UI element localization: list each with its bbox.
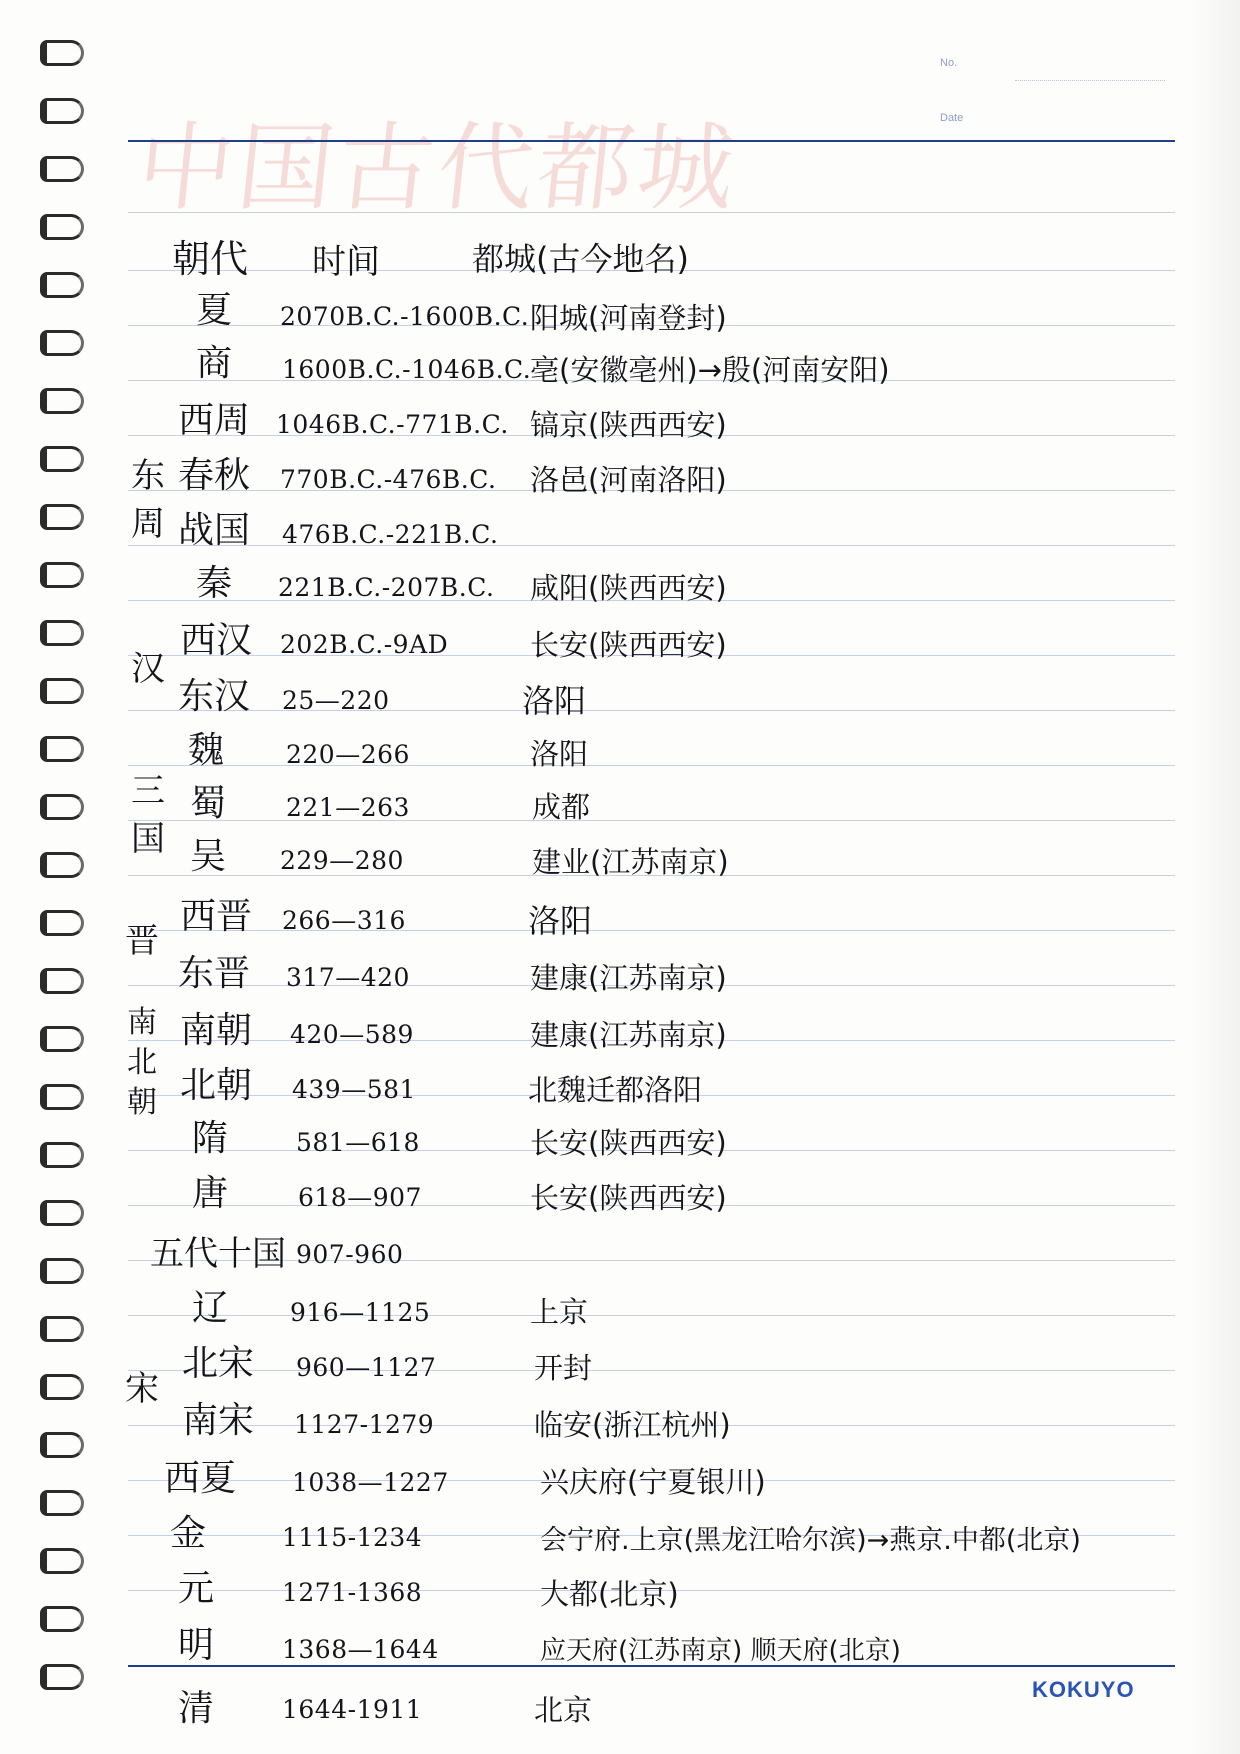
time-range: 1127-1279 bbox=[294, 1410, 435, 1439]
column-header-time: 时间 bbox=[312, 242, 380, 282]
ruled-line bbox=[128, 1370, 1175, 1371]
group-label: 汉 bbox=[131, 649, 165, 689]
ring-icon bbox=[40, 1374, 84, 1400]
page-title: 中国古代都城 bbox=[131, 112, 744, 224]
dynasty-name: 隋 bbox=[192, 1118, 229, 1159]
time-range: 1115-1234 bbox=[282, 1523, 423, 1552]
dynasty-name: 南朝 bbox=[180, 1010, 253, 1051]
capital-name: 洛阳 bbox=[522, 682, 587, 720]
capital-name: 建康(江苏南京) bbox=[530, 961, 727, 995]
dynasty-name: 蜀 bbox=[190, 783, 227, 824]
capital-name: 临安(浙江杭州) bbox=[534, 1408, 731, 1442]
dynasty-name: 西夏 bbox=[164, 1458, 237, 1499]
capital-name: 长安(陕西西安) bbox=[530, 1181, 727, 1215]
dynasty-name: 吴 bbox=[190, 836, 227, 877]
column-header-capital: 都城(古今地名) bbox=[472, 240, 689, 278]
dynasty-name: 五代十国 bbox=[150, 1234, 286, 1274]
ring-icon bbox=[40, 910, 84, 936]
time-range: 1046B.C.-771B.C. bbox=[276, 410, 509, 439]
dynasty-name: 清 bbox=[178, 1688, 215, 1729]
time-range: 581—618 bbox=[296, 1128, 420, 1157]
ruled-line bbox=[128, 1315, 1175, 1316]
header-rule bbox=[128, 140, 1175, 142]
capital-name: 长安(陕西西安) bbox=[530, 628, 727, 662]
time-range: 266—316 bbox=[282, 906, 406, 935]
capital-name: 开封 bbox=[534, 1351, 593, 1385]
group-label: 宋 bbox=[125, 1369, 159, 1409]
ring-icon bbox=[40, 1200, 84, 1226]
capital-name: 上京 bbox=[530, 1295, 589, 1329]
ring-icon bbox=[40, 620, 84, 646]
ring-icon bbox=[40, 1026, 84, 1052]
ring-icon bbox=[40, 1316, 84, 1342]
ring-icon bbox=[40, 272, 84, 298]
ring-icon bbox=[40, 1084, 84, 1110]
ring-icon bbox=[40, 852, 84, 878]
capital-name: 洛阳 bbox=[528, 902, 593, 940]
dynasty-name: 魏 bbox=[188, 730, 225, 771]
capital-name: 北魏迁都洛阳 bbox=[528, 1073, 703, 1107]
time-range: 907-960 bbox=[296, 1240, 404, 1269]
dynasty-name: 北宋 bbox=[182, 1343, 255, 1384]
time-range: 960—1127 bbox=[296, 1353, 437, 1382]
capital-name: 洛阳 bbox=[530, 737, 589, 771]
time-range: 202B.C.-9AD bbox=[280, 630, 449, 659]
group-label: 三国 bbox=[131, 771, 165, 859]
ring-icon bbox=[40, 678, 84, 704]
group-label: 东周 bbox=[131, 456, 165, 544]
dynasty-name: 东汉 bbox=[178, 676, 251, 717]
group-label: 晋 bbox=[125, 921, 159, 961]
time-range: 220—266 bbox=[286, 740, 410, 769]
time-range: 916—1125 bbox=[290, 1298, 431, 1327]
ring-icon bbox=[40, 1432, 84, 1458]
time-range: 476B.C.-221B.C. bbox=[282, 520, 499, 549]
spiral-binding bbox=[40, 30, 100, 1730]
capital-name: 镐京(陕西西安) bbox=[530, 408, 727, 442]
page-edge-shadow bbox=[1190, 0, 1240, 1754]
ring-icon bbox=[40, 1490, 84, 1516]
time-range: 439—581 bbox=[292, 1075, 416, 1104]
ruled-line bbox=[128, 212, 1175, 213]
time-range: 221B.C.-207B.C. bbox=[278, 573, 495, 602]
ring-icon bbox=[40, 504, 84, 530]
dynasty-name: 东晋 bbox=[178, 953, 251, 994]
ring-icon bbox=[40, 736, 84, 762]
group-label: 南北朝 bbox=[127, 1005, 157, 1120]
dynasty-name: 金 bbox=[170, 1513, 207, 1554]
time-range: 1600B.C.-1046B.C. bbox=[282, 355, 532, 384]
dynasty-name: 商 bbox=[196, 343, 233, 384]
dynasty-name: 明 bbox=[178, 1625, 215, 1666]
dynasty-name: 北朝 bbox=[180, 1065, 253, 1106]
ring-icon bbox=[40, 330, 84, 356]
dynasty-name: 战国 bbox=[178, 510, 251, 551]
ring-icon bbox=[40, 1142, 84, 1168]
time-range: 317—420 bbox=[286, 963, 410, 992]
time-range: 770B.C.-476B.C. bbox=[280, 465, 497, 494]
ring-icon bbox=[40, 446, 84, 472]
dynasty-name: 元 bbox=[178, 1568, 215, 1609]
ring-icon bbox=[40, 1664, 84, 1690]
capital-name: 洛邑(河南洛阳) bbox=[530, 463, 727, 497]
dynasty-name: 春秋 bbox=[178, 455, 251, 496]
capital-name: 亳(安徽亳州)→殷(河南安阳) bbox=[530, 353, 890, 387]
no-field-line bbox=[1015, 80, 1165, 81]
dynasty-name: 夏 bbox=[196, 290, 233, 331]
time-range: 1038—1227 bbox=[292, 1468, 449, 1497]
capital-name: 建业(江苏南京) bbox=[532, 845, 729, 879]
ring-icon bbox=[40, 562, 84, 588]
time-range: 221—263 bbox=[286, 793, 410, 822]
no-label: No. bbox=[940, 57, 958, 69]
date-label: Date bbox=[940, 112, 964, 124]
ring-icon bbox=[40, 1548, 84, 1574]
capital-name: 建康(江苏南京) bbox=[530, 1018, 727, 1052]
capital-name: 咸阳(陕西西安) bbox=[530, 571, 727, 605]
time-range: 229—280 bbox=[280, 846, 404, 875]
ring-icon bbox=[40, 794, 84, 820]
dynasty-name: 唐 bbox=[192, 1173, 229, 1214]
ring-icon bbox=[40, 388, 84, 414]
ring-icon bbox=[40, 968, 84, 994]
dynasty-name: 南宋 bbox=[182, 1400, 255, 1441]
capital-name: 大都(北京) bbox=[540, 1577, 679, 1611]
ring-icon bbox=[40, 156, 84, 182]
time-range: 1271-1368 bbox=[282, 1578, 423, 1607]
capital-name: 阳城(河南登封) bbox=[530, 301, 727, 335]
dynasty-name: 西晋 bbox=[180, 896, 253, 937]
capital-name: 北京 bbox=[534, 1693, 593, 1727]
ring-icon bbox=[40, 98, 84, 124]
dynasty-name: 秦 bbox=[196, 563, 233, 604]
capital-name: 兴庆府(宁夏银川) bbox=[540, 1465, 766, 1499]
ring-icon bbox=[40, 214, 84, 240]
time-range: 1368—1644 bbox=[282, 1635, 439, 1664]
time-range: 25—220 bbox=[282, 686, 390, 715]
capital-name: 会宁府.上京(黑龙江哈尔滨)→燕京.中都(北京) bbox=[540, 1525, 1081, 1556]
capital-name: 成都 bbox=[532, 790, 591, 824]
time-range: 1644-1911 bbox=[282, 1695, 423, 1724]
ring-icon bbox=[40, 1258, 84, 1284]
ring-icon bbox=[40, 1606, 84, 1632]
column-header-dynasty: 朝代 bbox=[172, 237, 249, 281]
time-range: 2070B.C.-1600B.C. bbox=[280, 302, 530, 331]
time-range: 420—589 bbox=[290, 1020, 414, 1049]
brand-logo: KOKUYO bbox=[1032, 1677, 1135, 1702]
capital-name: 应天府(江苏南京) 顺天府(北京) bbox=[540, 1636, 901, 1666]
dynasty-name: 辽 bbox=[192, 1288, 229, 1329]
time-range: 618—907 bbox=[298, 1183, 422, 1212]
dynasty-name: 西周 bbox=[178, 400, 251, 441]
capital-name: 长安(陕西西安) bbox=[530, 1126, 727, 1160]
dynasty-name: 西汉 bbox=[180, 620, 253, 661]
ring-icon bbox=[40, 40, 84, 66]
